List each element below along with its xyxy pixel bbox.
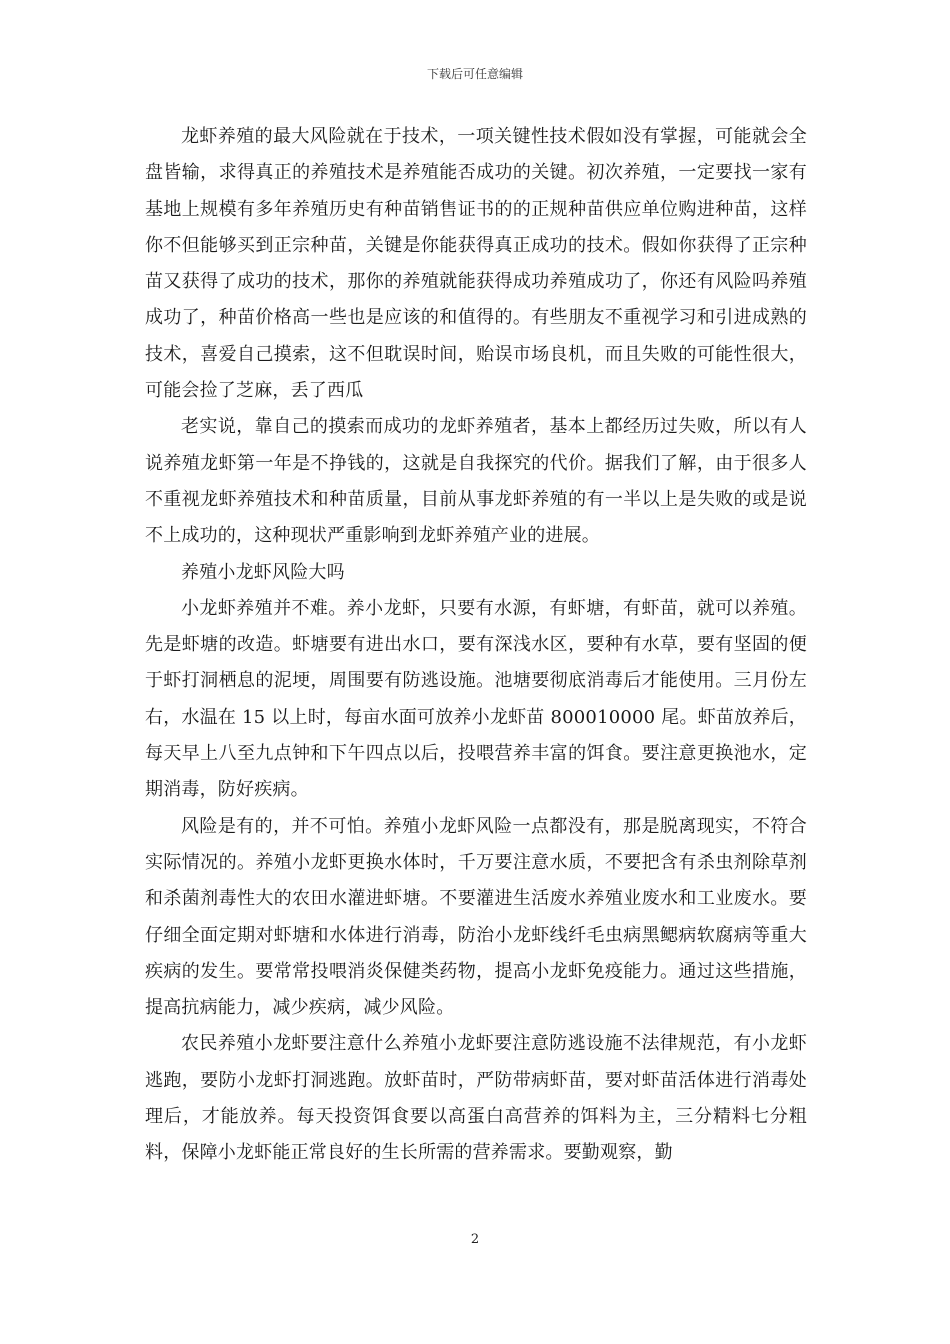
document-body: [145, 119, 807, 1172]
paragraph-4: 风险是有的，并不可怕。养殖小龙虾风险一点都没有，那是脱离现实，不符合实际情况的。养殖小龙虾更换水体时，千万要注意水质，不要把含有杀虫剂除草剂和杀菌剂毒性大的农田水灌进虾塘。不要灌进生活废水养殖业废水和工业废水。要仔细全面定期对虾塘和水体进行消毒，防治小龙虾线纤毛虫病黑鳃病软腐病等重大疾病的发生。要常常投喂消炎保健类药物，提高小龙虾免疫能力。通过这些措施，提高抗病能力，减少疾病，减少风险。: [145, 815, 807, 1019]
paragraph-2: 老实说，靠自己的摸索而成功的龙虾养殖者，基本上都经历过失败，所以有人说养殖龙虾第一年是不挣钱的，这就是自我探究的代价。据我们了解，由于很多人不重视龙虾养殖技术和种苗质量，目前从事龙虾养殖的有一半以上是失败的或是说不上成功的，这种现状严重影响到龙虾养殖产业的进展。: [145, 416, 807, 547]
paragraph-5: 农民养殖小龙虾要注意什么养殖小龙虾要注意防逃设施不法律规范，有小龙虾逃跑，要防小龙虾打洞逃跑。放虾苗时，严防带病虾苗，要对虾苗活体进行消毒处理后，才能放养。每天投资饵食要以高蛋白高营养的饵料为主，三分精料七分粗料，保障小龙虾能正常良好的生长所需的营养需求。要勤观察，勤: [145, 1033, 807, 1164]
paragraph-3: 小龙虾养殖并不难。养小龙虾，只要有水源，有虾塘，有虾苗，就可以养殖。先是虾塘的改造。虾塘要有进出水口，要有深浅水区，要种有水草，要有坚固的便于虾打洞栖息的泥埂，周围要有防逃设施。池塘要彻底消毒后才能使用。三月份左右，水温在 15 以上时，每亩水面可放养小龙虾苗 800010000 尾。虾苗放养后，每天早上八至九点钟和下午四点以后，投喂营养丰富的饵食。要注意更换池水，定期消毒，防好疾病。: [145, 597, 807, 801]
page-header: 下载后可任意编辑: [426, 67, 523, 81]
section-heading: 养殖小龙虾风险大吗: [181, 561, 345, 583]
page-number: 2: [470, 1232, 480, 1247]
paragraph-1: 龙虾养殖的最大风险就在于技术，一项关键性技术假如没有掌握，可能就会全盘皆输，求得真正的养殖技术是养殖能否成功的关键。初次养殖，一定要找一家有基地上规模有多年养殖历史有种苗销售证书的的正规种苗供应单位购进种苗，这样你不但能够买到正宗种苗，关键是你能获得真正成功的技术。假如你获得了正宗种苗又获得了成功的技术，那你的养殖就能获得成功养殖成功了，你还有风险吗养殖成功了，种苗价格高一些也是应该的和值得的。有些朋友不重视学习和引进成熟的技术，喜爱自己摸索，这不但耽误时间，贻误市场良机，而且失败的可能性很大，可能会捡了芝麻，丢了西瓜: [145, 126, 807, 402]
